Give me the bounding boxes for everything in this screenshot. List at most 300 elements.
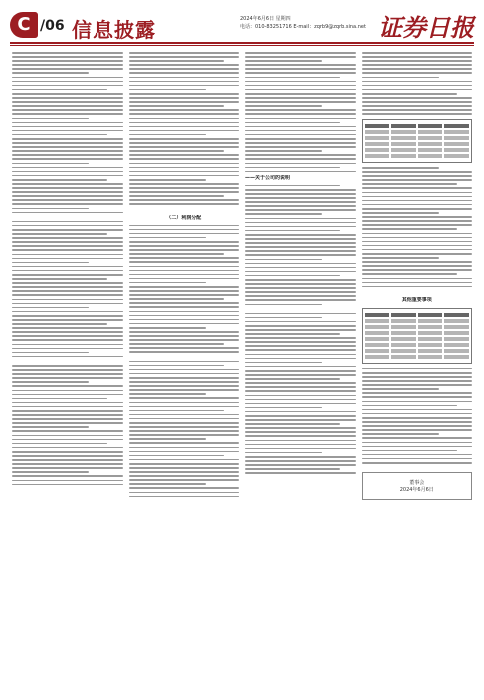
text-line: [245, 167, 340, 169]
text-line: [129, 68, 240, 70]
text-line: [245, 238, 356, 240]
text-line: [129, 191, 240, 193]
text-line: [12, 278, 107, 280]
text-line: [129, 199, 240, 201]
text-line: [129, 294, 240, 296]
text-line: [129, 302, 240, 304]
text-line: [129, 306, 240, 308]
text-line: [129, 475, 240, 477]
text-line: [245, 101, 356, 103]
text-line: [245, 205, 356, 207]
text-line: [12, 118, 89, 120]
text-line: [362, 269, 473, 271]
table-cell: [365, 355, 390, 359]
text-line: [129, 105, 224, 107]
text-line: [362, 192, 473, 194]
text-line: [12, 64, 123, 66]
table-row: [365, 130, 470, 134]
text-line: [245, 271, 356, 273]
table-cell: [418, 325, 443, 329]
issue-date: 2024年6月6日 星期四: [240, 16, 291, 22]
text-line: [245, 52, 356, 54]
text-line: [129, 97, 240, 99]
text-line: [12, 356, 123, 358]
text-line: [129, 451, 240, 453]
text-line: [245, 193, 356, 195]
page-header: [10, 6, 474, 46]
text-line: [245, 56, 356, 58]
text-line: [12, 459, 123, 461]
text-line: [245, 456, 356, 458]
text-line: [12, 138, 123, 140]
table-cell: [391, 142, 416, 146]
table-cell: [391, 325, 416, 329]
text-line: [245, 382, 356, 384]
table-cell: [418, 331, 443, 335]
text-line: [245, 201, 356, 203]
text-line: [129, 101, 240, 103]
text-line: [129, 426, 240, 428]
paragraph-gap: [245, 308, 356, 313]
text-line: [362, 68, 473, 70]
text-line: [129, 249, 240, 251]
text-line: [129, 290, 240, 292]
newspaper-masthead: 证券日报: [378, 13, 474, 42]
text-line: [362, 384, 473, 386]
text-line: [129, 471, 240, 473]
table-cell: [418, 130, 443, 134]
table-row: [365, 331, 470, 335]
table-cell: [391, 148, 416, 152]
paragraph-gap: [129, 356, 240, 361]
text-line: [129, 377, 240, 379]
text-line: [12, 480, 123, 482]
text-line: [129, 339, 240, 341]
text-line: [12, 463, 123, 465]
text-line: [245, 427, 356, 429]
text-line: [129, 163, 240, 165]
text-line: [12, 241, 123, 243]
text-line: [12, 101, 123, 103]
text-line: [362, 368, 473, 370]
text-line: [129, 126, 240, 128]
text-line: [12, 146, 123, 148]
text-line: [129, 406, 240, 408]
text-line: [12, 122, 123, 124]
text-line: [12, 77, 123, 79]
text-line: [245, 154, 356, 156]
text-line: [362, 241, 473, 243]
text-line: [362, 249, 473, 251]
text-line: [129, 195, 224, 197]
table-cell: [365, 124, 390, 128]
text-line: [129, 397, 240, 399]
text-line: [245, 403, 356, 405]
text-line: [362, 421, 473, 423]
text-line: [12, 303, 123, 305]
table-row: [365, 355, 470, 359]
text-line: [245, 218, 356, 220]
text-line: [245, 329, 356, 331]
table-cell: [365, 148, 390, 152]
text-line: [245, 72, 356, 74]
text-line: [12, 319, 123, 321]
text-line: [362, 233, 473, 235]
text-line: [12, 225, 123, 227]
text-line: [245, 279, 356, 281]
text-line: [12, 377, 123, 379]
text-line: [245, 295, 356, 297]
table-cell: [365, 343, 390, 347]
text-line: [245, 254, 356, 256]
text-line: [245, 146, 356, 148]
text-line: [129, 253, 224, 255]
text-line: [12, 373, 123, 375]
text-line: [362, 409, 473, 411]
table-cell: [418, 349, 443, 353]
text-line: [362, 208, 473, 210]
text-line: [245, 222, 356, 224]
text-line: [129, 479, 240, 481]
text-line: [12, 402, 123, 404]
table-cell: [444, 142, 469, 146]
text-line: [129, 323, 240, 325]
text-line: [129, 319, 240, 321]
table-cell: [418, 313, 443, 317]
text-line: [129, 365, 224, 367]
text-line: [129, 351, 240, 353]
text-line: [129, 122, 240, 124]
text-line: [129, 187, 240, 189]
text-line: [129, 203, 240, 205]
text-line: [245, 259, 322, 261]
text-line: [245, 452, 322, 454]
text-line: [129, 56, 240, 58]
text-line: [129, 373, 240, 375]
table-cell: [418, 136, 443, 140]
text-line: [245, 138, 356, 140]
text-line: [245, 423, 340, 425]
text-line: [12, 290, 123, 292]
text-line: [245, 354, 356, 356]
text-line: [245, 444, 356, 446]
text-line: [12, 105, 123, 107]
text-line: [245, 134, 356, 136]
text-line: [362, 286, 473, 288]
table-cell: [391, 319, 416, 323]
table-cell: [391, 337, 416, 341]
text-line: [245, 126, 356, 128]
table-cell: [391, 124, 416, 128]
text-line: [12, 398, 107, 400]
text-line: [245, 349, 356, 351]
text-line: [362, 257, 439, 259]
text-line: [362, 253, 473, 255]
text-line: [12, 258, 123, 260]
text-line: [12, 439, 123, 441]
text-line: [245, 313, 356, 315]
text-line: [362, 183, 457, 185]
table-cell: [391, 355, 416, 359]
text-line: [245, 158, 356, 160]
text-line: [129, 233, 240, 235]
page-number: /06: [40, 18, 65, 34]
text-line: [12, 229, 123, 231]
text-line: [129, 241, 240, 243]
text-line: [245, 321, 356, 323]
text-line: [12, 451, 123, 453]
text-line: [362, 261, 473, 263]
text-line: [12, 163, 89, 165]
footer-date: 2024年6月6日: [399, 486, 434, 493]
text-line: [129, 422, 240, 424]
text-line: [12, 344, 123, 346]
text-line: [12, 233, 107, 235]
text-line: [129, 381, 240, 383]
text-line: [362, 388, 439, 390]
text-line: [129, 434, 240, 436]
table-cell: [444, 154, 469, 158]
text-line: [129, 109, 240, 111]
text-line: [12, 97, 123, 99]
table-row: [365, 313, 470, 317]
text-line: [245, 317, 322, 319]
text-line: [12, 410, 123, 412]
text-line: [245, 460, 356, 462]
text-line: [362, 81, 473, 83]
text-line: [12, 187, 123, 189]
text-line: [362, 220, 473, 222]
text-line: [362, 224, 473, 226]
text-line: [245, 378, 340, 380]
table-cell: [391, 136, 416, 140]
text-line: [129, 183, 240, 185]
text-line: [12, 56, 123, 58]
text-line: [12, 113, 123, 115]
text-line: [129, 402, 240, 404]
text-line: [362, 175, 473, 177]
text-line: [129, 447, 240, 449]
text-line: [12, 212, 123, 214]
text-line: [12, 435, 123, 437]
text-line: [12, 307, 89, 309]
text-line: [245, 89, 356, 91]
table-cell: [444, 313, 469, 317]
text-line: [245, 275, 340, 277]
table-cell: [365, 313, 390, 317]
text-line: [362, 105, 473, 107]
text-line: [362, 446, 473, 448]
text-line: [245, 250, 356, 252]
text-line: [245, 81, 356, 83]
text-line: [12, 179, 107, 181]
table-row: [365, 136, 470, 140]
text-line: [12, 245, 123, 247]
text-line: [245, 267, 356, 269]
text-line: [245, 395, 356, 397]
text-line: [362, 64, 473, 66]
text-line: [129, 171, 240, 173]
text-line: [245, 468, 340, 470]
text-line: [129, 459, 240, 461]
text-line: [129, 225, 240, 227]
data-table: [362, 119, 473, 163]
text-line: [12, 266, 123, 268]
text-line: [245, 337, 356, 339]
text-line: [12, 422, 123, 424]
text-line: [129, 369, 240, 371]
text-line: [129, 463, 240, 465]
text-line: [12, 430, 123, 432]
section-title: 信息披露: [72, 18, 156, 42]
text-line: [12, 381, 89, 383]
text-line: [245, 358, 356, 360]
text-line: [129, 315, 240, 317]
header-rule-thin: [10, 45, 474, 46]
table-cell: [444, 331, 469, 335]
text-line: [362, 282, 473, 284]
text-line: [129, 52, 240, 54]
text-line: [362, 278, 473, 280]
text-line: [362, 450, 457, 452]
text-line: [12, 249, 123, 251]
text-line: [129, 361, 240, 363]
table-cell: [418, 319, 443, 323]
text-line: [129, 270, 240, 272]
text-line: [245, 448, 356, 450]
table-cell: [391, 313, 416, 317]
text-line: [129, 483, 206, 485]
column-3: [245, 52, 356, 692]
text-line: [129, 89, 206, 91]
section-heading: （二）利润分配: [166, 214, 202, 221]
table-cell: [418, 124, 443, 128]
text-line: [362, 417, 473, 419]
text-line: [245, 370, 356, 372]
text-line: [129, 72, 240, 74]
text-line: [129, 496, 240, 498]
text-line: [245, 197, 356, 199]
text-line: [129, 257, 240, 259]
table-cell: [444, 130, 469, 134]
text-line: [12, 294, 123, 296]
text-line: [129, 298, 224, 300]
text-line: [12, 443, 107, 445]
text-line: [129, 347, 240, 349]
table-cell: [444, 355, 469, 359]
text-line: [12, 467, 123, 469]
text-line: [362, 437, 473, 439]
text-line: [12, 150, 123, 152]
text-line: [129, 278, 240, 280]
text-line: [129, 335, 240, 337]
text-line: [362, 200, 473, 202]
text-line: [362, 72, 473, 74]
text-line: [362, 265, 473, 267]
text-line: [245, 472, 356, 474]
text-line: [362, 396, 473, 398]
text-line: [12, 195, 123, 197]
text-line: [129, 237, 206, 239]
text-line: [129, 467, 240, 469]
text-line: [129, 158, 240, 160]
text-line: [245, 299, 356, 301]
text-line: [245, 234, 356, 236]
text-line: [362, 89, 473, 91]
text-line: [245, 362, 322, 364]
text-line: [129, 410, 224, 412]
text-line: [245, 130, 356, 132]
table-cell: [365, 130, 390, 134]
table-cell: [444, 337, 469, 341]
text-line: [12, 327, 123, 329]
footer-signature: [362, 472, 473, 500]
text-line: [12, 85, 123, 87]
table-cell: [418, 337, 443, 341]
text-line: [245, 230, 340, 232]
text-line: [362, 60, 473, 62]
section-heading: ——关于公司的说明: [245, 174, 291, 181]
issue-meta: [240, 15, 370, 31]
text-line: [362, 413, 473, 415]
text-line: [129, 138, 240, 140]
text-line: [12, 199, 123, 201]
text-line: [12, 455, 123, 457]
text-line: [12, 426, 89, 428]
text-line: [12, 406, 123, 408]
text-line: [129, 331, 240, 333]
text-line: [245, 77, 340, 79]
text-line: [362, 237, 473, 239]
header-rule: [10, 42, 474, 44]
text-line: [12, 348, 123, 350]
text-line: [362, 77, 439, 79]
table-cell: [365, 337, 390, 341]
text-line: [12, 414, 123, 416]
text-line: [362, 179, 473, 181]
text-line: [362, 171, 473, 173]
text-line: [245, 386, 356, 388]
text-line: [129, 455, 224, 457]
text-line: [245, 118, 356, 120]
table-cell: [418, 343, 443, 347]
table-row: [365, 325, 470, 329]
text-line: [12, 109, 123, 111]
text-line: [12, 390, 123, 392]
text-line: [129, 81, 240, 83]
text-line: [362, 101, 473, 103]
data-table: [362, 308, 473, 364]
column-1: [12, 52, 123, 692]
text-line: [362, 462, 473, 464]
text-line: [245, 291, 356, 293]
text-line: [12, 142, 123, 144]
text-line: [12, 126, 123, 128]
text-line: [12, 134, 107, 136]
text-line: [245, 415, 356, 417]
text-line: [245, 431, 356, 433]
text-line: [12, 167, 123, 169]
text-line: [245, 209, 356, 211]
text-line: [362, 429, 473, 431]
text-line: [12, 369, 123, 371]
paragraph-gap: [129, 208, 240, 213]
text-line: [12, 89, 107, 91]
text-line: [245, 333, 340, 335]
table-cell: [444, 343, 469, 347]
text-line: [129, 430, 240, 432]
text-line: [362, 458, 473, 460]
